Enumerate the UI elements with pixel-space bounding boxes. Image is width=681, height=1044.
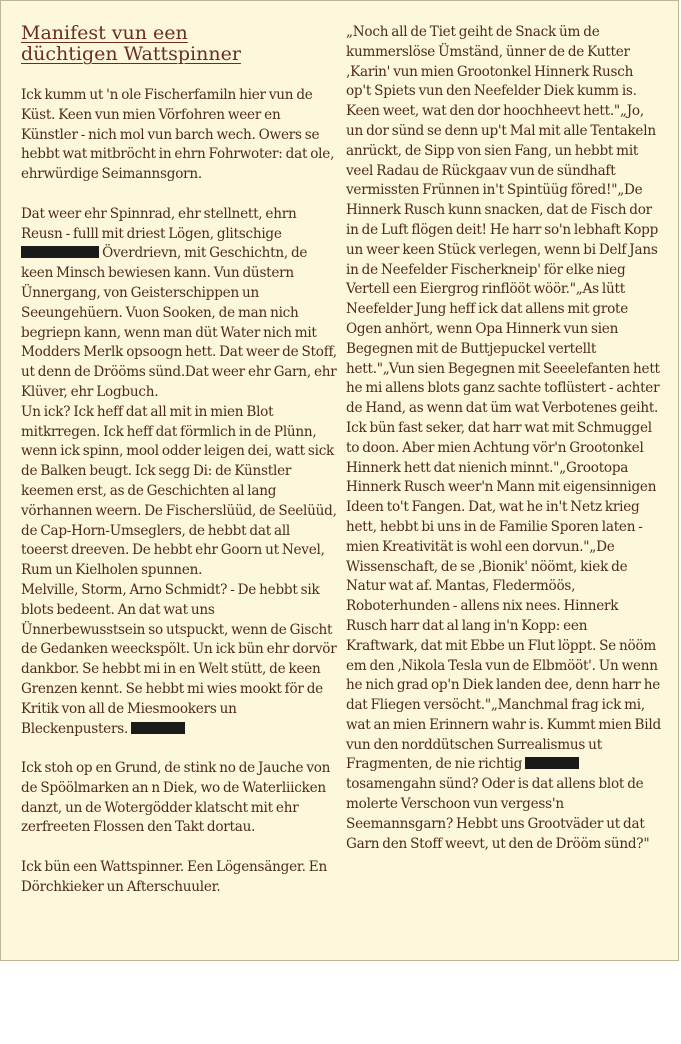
paragraph-grund: Ick stoh op en Grund, de stink no de Jauche von de Spöölmarken an n Diek, wo de Waterliicken danzt, un de Wotergödder klatscht mit ehr zerfreeten Flossen den Takt dortau. (21, 760, 331, 836)
paragraph-intro: Ick kumm ut 'n ole Fischerfamiln hier vun de Küst. Keen vun mien Vörfohren weer en Künstler - nich mol vun barch wech. Owers se hebbt wat mitbröcht in ehrn Fohrwoter: dat ole, ehrwürdige Seimannsgorn. (21, 87, 335, 183)
redaction-bar (525, 757, 579, 769)
left-column (21, 23, 337, 898)
paragraph-spinnrad-start: Dat weer ehr Spinnrad, ehr stellnett, ehrn Reusn - fulll mit driest Lögen, glitschige (21, 205, 297, 242)
title-line-1: Manifest vun een (21, 22, 188, 44)
right-column (346, 23, 661, 854)
paragraph-quotes-text: „Noch all de Tiet geiht de Snack üm de kummerslöse Ümständ, ünner de de Kutter ‚Karin' vun mien Grootonkel Hinnerk Rusch op't Spiets vun den Neefelder Diek kumm is. Keen weet, wat den dor hoochheevt hett."„Jo, un dor sünd se denn up't Mal mit alle Tentakeln anrückt, de Sipp von sien Fang, un hebbt mit veel Radau de Rückgaav vun de sündhaft vermissten Frünnen in't Spintüüg föred!"„De Hinnerk Rusch kunn snacken, dat de Fisch dor in de Luft flögen deit! He harr so'n lebhaft Kopp un weer keen Stück verlegen, wenn bi Delf Jans in de Neefelder Fischerkneip' för elke nieg Vertell een Eiergrog rinflööt wöör."„As lütt Neefelder Jung heff ick dat allens mit grote Ogen anhört, wenn Opa Hinnerk vun sien Begegnen mit de Buttjepuckel vertellt hett."„Vun sien Begegnen mit Seeelefanten hett he mi allens blots ganz sachte toflüstert - achter de Hand, as wenn dat üm wat Verbotenes geiht. Ick bün fast seker, dat harr wat mit Schmuggel to doon. Aber mien Achtung vör'n Grootonkel Hinnerk hett dat nienich minnt."„Grootopa Hinnerk Rusch weer'n Mann mit eigensinnigen Ideen to't Fangen. Dat, wat he in't Netz krieg hett, hebbt bi uns in de Familie Sporen laten - mien Kreativität is wohl een dorvun."„De Wissenschaft, de se ‚Bionik' nöömt, kiek de Natur wat af. Mantas, Fledermöös, Roboterhunden - allens nix nees. Hinnerk Rusch harr dat al lang in'n Kopp: een Kraftwark, dat mit Ebbe un Flut löppt. Se nööm em den ‚Nikola Tesla vun de Elbmööt'. Un wenn he nich grad op'n Diek landen dee, denn harr he dat Fliegen versöcht."„Manchmal frag ick mi, wat an mien Erinnern wahr is. Kummt mien Bild vun den norddütschen Surrealismus ut Fragmenten, de nie richtig (346, 24, 661, 773)
paragraph-melville-text: Melville, Storm, Arno Schmidt? - De hebbt sik blots bedeent. An dat wat uns Ünnerbewusstsein so utspuckt, wenn de Gischt de Gedanken weeckspölt. Un ick bün ehr dorvör dankbor. Se hebbt mi in en Welt stütt, de keen Grenzen kennt. Se hebbt mi wies mookt för de Kritik von all de Miesmookers un Bleckenpusters. (21, 581, 337, 737)
paragraph-un-ick: Un ick? Ick heff dat all mit in mien Blot mitkrregen. Ick heff dat förmlich in de Plünn, wenn ick spinn, mool odder leigen dei, watt sick de Balken beugt. Ick segg Di: de Künstler keemen erst, as de Geschichten al lang vörhannen weern. De Fischerslüüd, de Seelüüd, de Cap-Horn-Umseglers, de hebbt dat all toeerst dreeven. De hebbt ehr Goorn ut Nevel, Rum un Kielholen spunnen. (21, 403, 337, 579)
paragraph-spinnrad (21, 205, 337, 403)
title-line-2: düchtigen Wattspinner (21, 43, 241, 65)
redaction-bar (131, 722, 185, 734)
paragraph-quotes-end: tosamengahn sünd? Oder is dat allens blot de molerte Verschoon vun vergess'n Seemannsgarn? Hebbt uns Grootväder ut dat Garn den Stoff weevt, ut den de Drööm sünd?" (346, 776, 650, 852)
paragraph-wattspinner: Ick bün een Wattspinner. Een Lögensänger. En Dörchkieker un Afterschuuler. (21, 859, 327, 895)
paragraph-spinnrad-end: Överdrievn, mit Geschichtn, de keen Minsch bewiesen kann. Vun düstern Ünnergang, von Geisterschippen un Seeungehüern. Vuon Sooken, de man nich begriepn kann, wenn man düt Water nich mit Modders Merlk opsoogn hett. Dat weer de Stoff, ut denn de Drööms sünd.Dat weer ehr Garn, ehr Klüver, ehr Logbuch. (21, 245, 337, 400)
paragraph-quotes (346, 23, 661, 854)
paragraph-melville (21, 581, 337, 739)
document-title (21, 23, 337, 65)
redaction-bar (21, 246, 99, 258)
